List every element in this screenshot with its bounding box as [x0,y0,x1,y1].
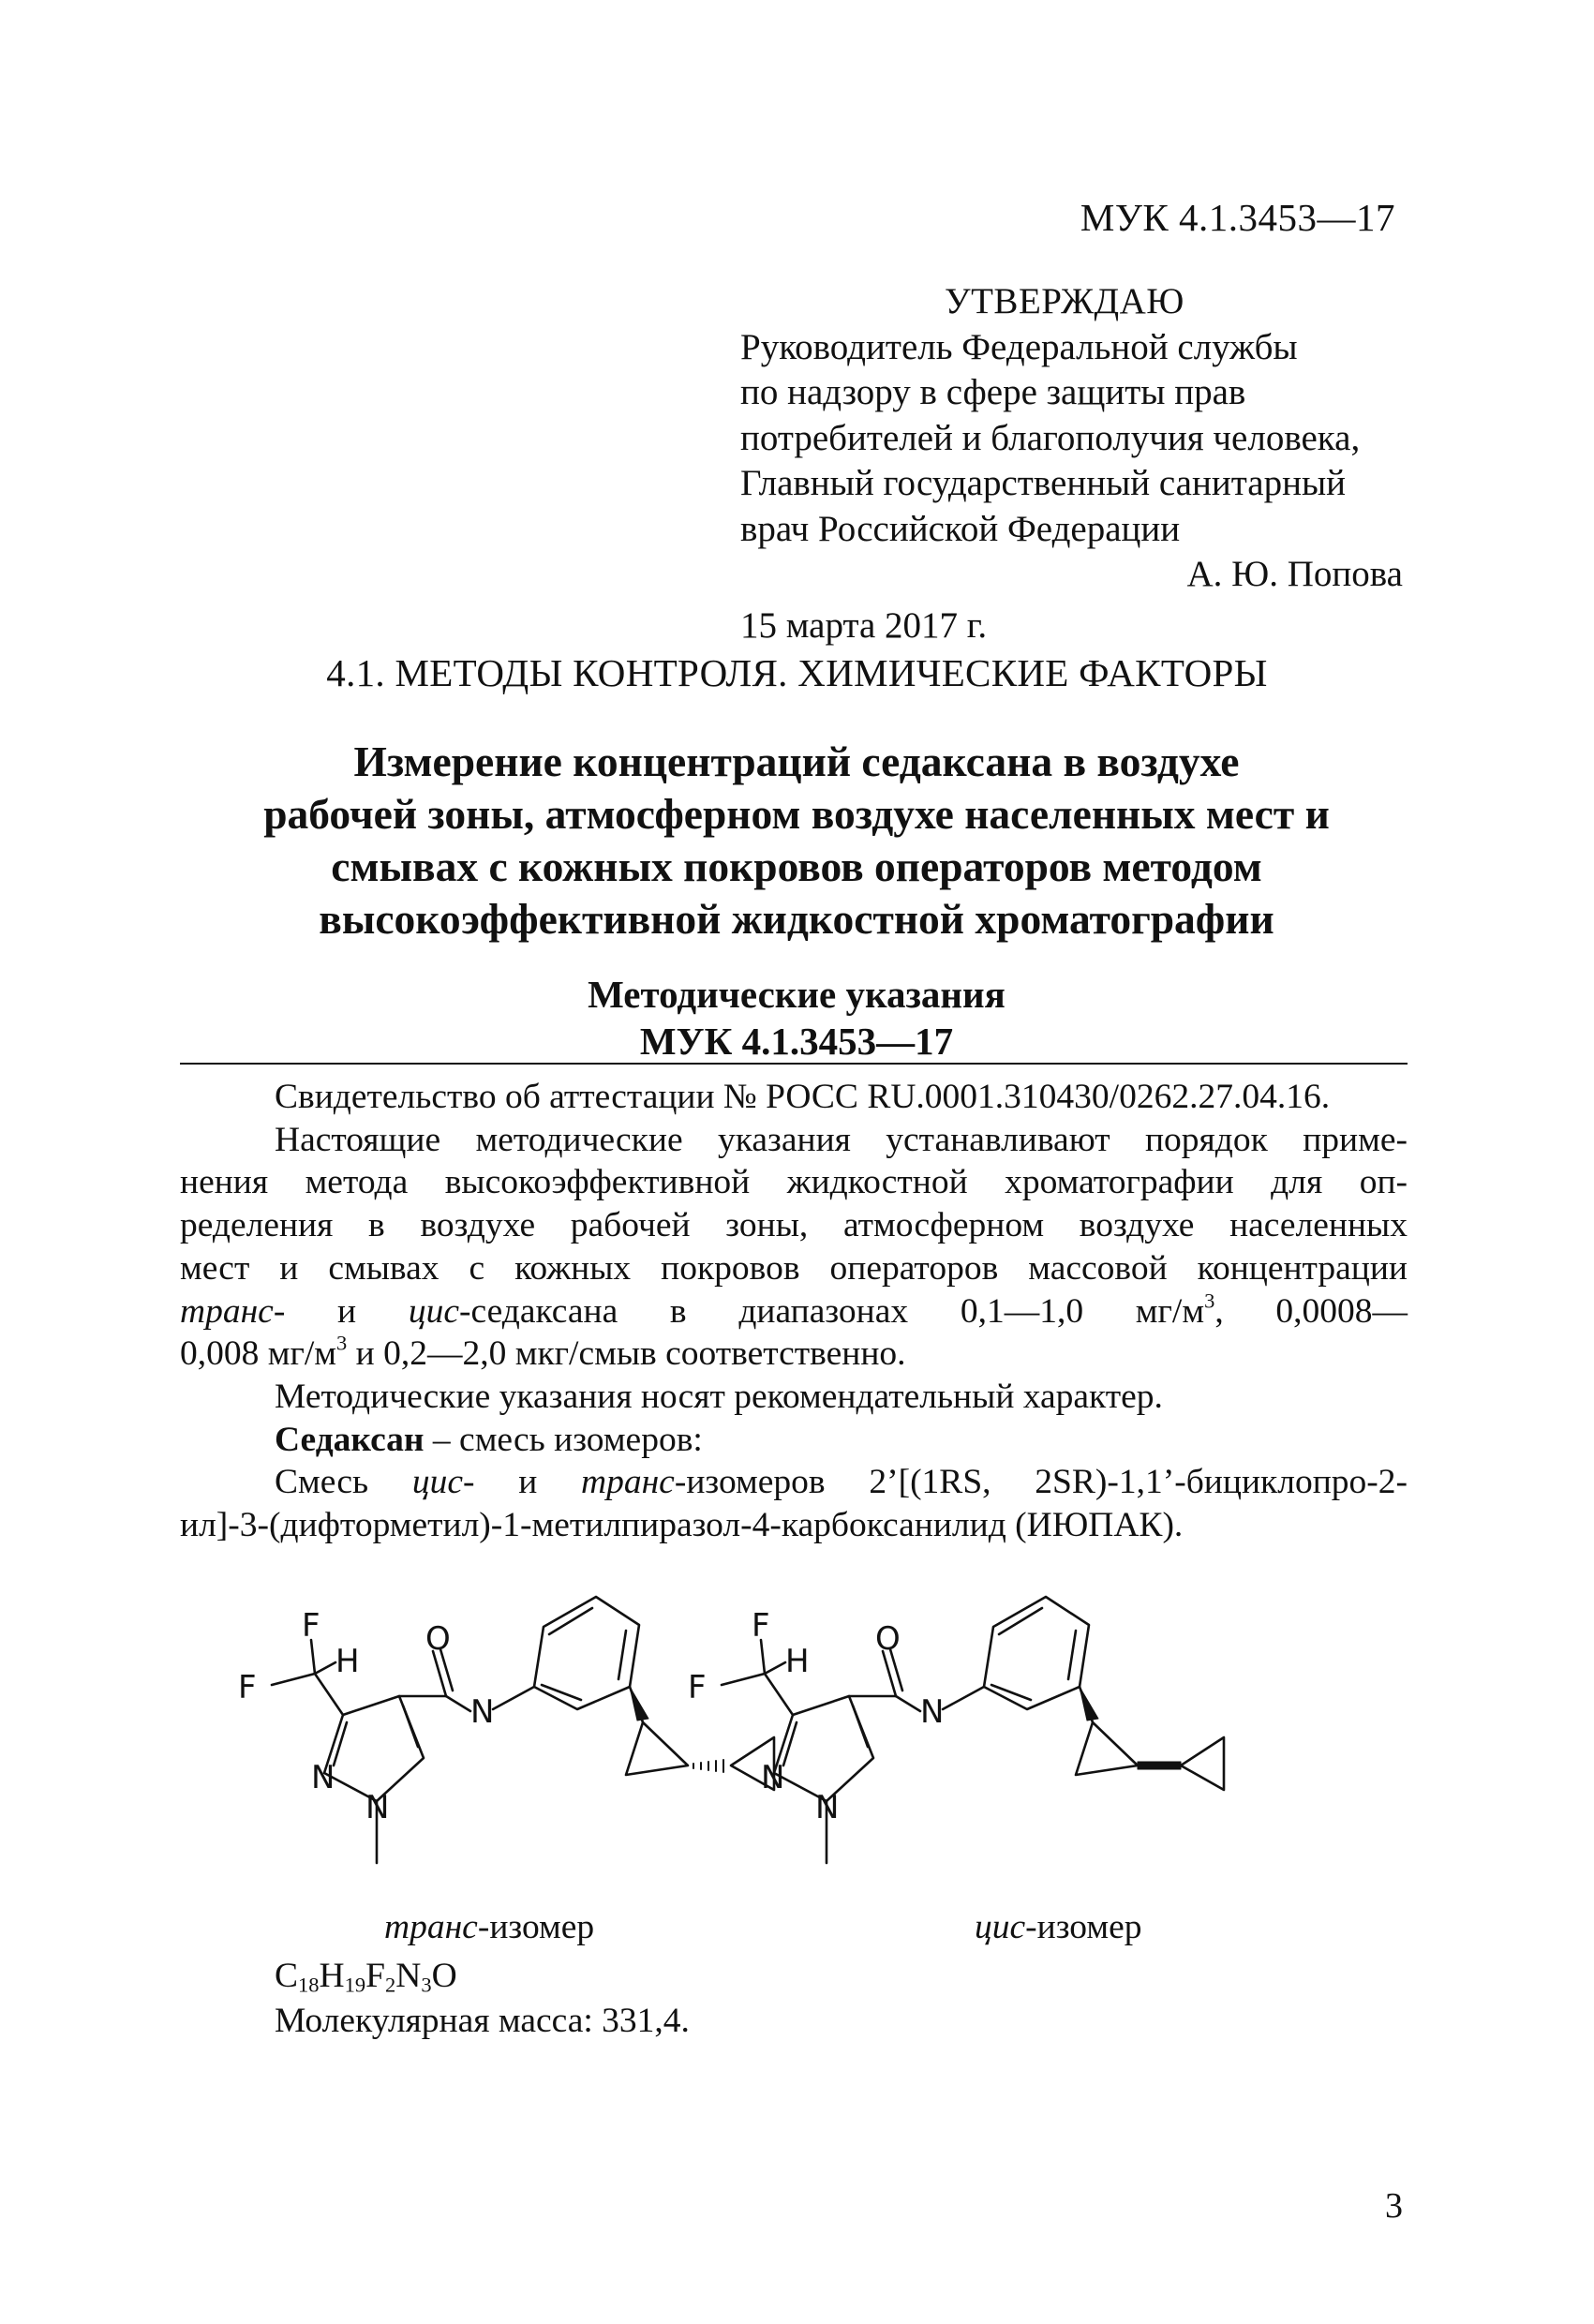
paragraph-line: мест и смывах с кожных покровов операторов массовой концентрации [180,1248,1408,1288]
atom-label: N [815,1789,840,1826]
atom-label: H [335,1643,360,1680]
molar-mass: Молекулярная масса: 331,4. [275,2002,690,2040]
subtitle-code: МУК 4.1.3453—17 [639,1020,954,1063]
document-code: МУК 4.1.3453—17 [1080,196,1395,239]
title-line: высокоэффективной жидкостной хроматографии [319,895,1274,943]
paragraph: Методические указания носят рекомендательный характер. [275,1377,1163,1416]
certificate-line: Свидетельство об аттестации № РОСС RU.0001.310430/0262.27.04.16. [275,1078,1331,1116]
document-title [141,736,1452,946]
body-text [180,1076,1408,1547]
molecular-formula: $C_{18}H_{19}F_2N_3O$ [275,1957,457,1997]
title-line: смывах с кожных покровов операторов методом [331,842,1262,890]
sedaxane-term: Седаксан [275,1420,425,1459]
title-divider [180,1063,1408,1065]
approval-line: Главный государственный санитарный [740,463,1347,503]
page-number: 3 [1385,2186,1403,2226]
cis-isomer-label: цис-изомер [975,1908,1142,1946]
trans-isomer-structure [272,1597,774,1863]
cis-term: цис [408,1291,459,1331]
approval-word: УТВЕРЖДАЮ [945,281,1184,321]
atom-label: N [470,1693,495,1731]
section-title: 4.1. МЕТОДЫ КОНТРОЛЯ. ХИМИЧЕСКИЕ ФАКТОРЫ [326,651,1268,694]
atom-label: N [311,1759,335,1796]
paragraph-line: транс- и цис-седаксана в диапазонах 0,1—1,0 $мг/м^3$, 0,0008— [180,1288,1408,1331]
atom-label: H [785,1643,810,1680]
paragraph-line: ределения в воздухе рабочей зоны, атмосферном воздухе населенных [180,1206,1408,1245]
atom-label: F [302,1607,320,1645]
paragraph-line: 0,008 $мг/м^3$ и 0,2—2,0 мкг/смыв соответственно. [180,1331,906,1374]
paragraph: Седаксан – смесь изомеров: [275,1420,703,1459]
paragraph-line: ил]-3-(дифторметил)-1-метилпиразол-4-карбоксанилид (ИЮПАК). [180,1506,1184,1545]
paragraph-line: Настоящие методические указания устанавливают порядок приме- [275,1120,1408,1159]
approval-line: по надзору в сфере защиты прав [740,372,1246,412]
cis-isomer-structure [722,1597,1224,1863]
title-line: рабочей зоны, атмосферном воздухе населенных мест и [263,790,1330,838]
atom-label: O [425,1620,451,1658]
atom-label: F [688,1669,707,1706]
approval-line: врач Российской Федерации [740,508,1181,549]
paragraph-line: нения метода высокоэффективной жидкостной хроматографии для оп- [180,1163,1408,1202]
paragraph-line: Смесь цис- и транс-изомеров 2’[(1RS, 2SR)-1,1’-бициклопро-2- [275,1463,1408,1502]
document-subtitle [141,971,1452,1065]
approval-line: потребителей и благополучия человека, [740,417,1361,458]
trans-isomer-label: транс-изомер [384,1908,595,1946]
atom-label: N [761,1759,785,1796]
approval-date: 15 марта 2017 г. [740,604,988,646]
approver-name: А. Ю. Попова [1186,554,1403,594]
atom-label: O [875,1620,901,1658]
subtitle-line: Методические указания [588,973,1006,1016]
chemical-structures [225,1582,1424,1900]
trans-term: транс- [180,1291,286,1331]
title-line: Измерение концентраций седаксана в воздухе [353,737,1240,785]
atom-label: F [238,1669,257,1706]
atom-label: N [365,1789,390,1826]
atom-label: F [752,1607,770,1645]
approval-block [740,279,1410,648]
approval-line: Руководитель Федеральной службы [740,326,1298,367]
atom-label: N [920,1693,945,1731]
